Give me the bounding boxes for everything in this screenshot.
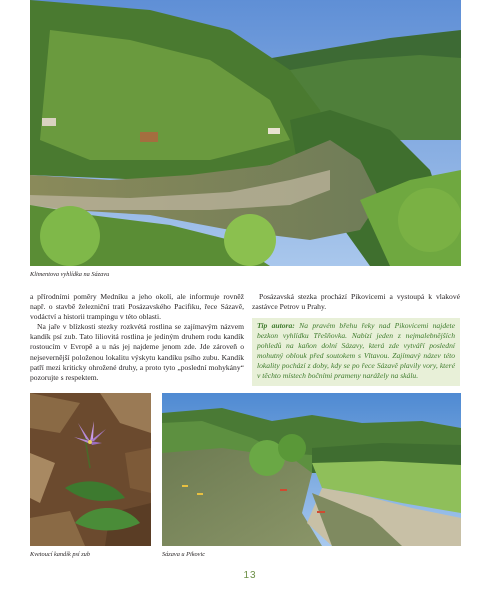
author-tip-box <box>252 318 460 386</box>
top-photo-caption: Klimentova vyhlídka na Sázavu <box>30 271 110 278</box>
right-text-column <box>252 292 460 312</box>
flower-photo-caption: Kvetoucí kandík psí zub <box>30 551 90 558</box>
right-paragraph-1: Posázavská stezka prochází Pikovicemi a vystoupá k vlakové zastávce Petrov u Prahy. <box>252 292 460 312</box>
page-number: 13 <box>243 570 257 581</box>
river-photo-caption: Sázava u Pikovic <box>162 551 206 558</box>
tip-label: Tip autora: <box>257 321 295 330</box>
left-paragraph-2: Na jaře v blízkosti stezky rozkvétá rostlina se zajímavým názvem kandík psí zub. Tato liliovitá rostlina je jediným druhem rodu kandík rostoucím v Evropě a u nás jej najdeme jenom zde. Jde zároveň o nejsevernější položenou lokalitu výskytu kandíku psího zubu. Kandík patří mezi kriticky ohrožené druhy, a proto tyto „poslední mohykány“ pozorujte s respektem. <box>30 322 244 382</box>
klimentova-vyhlidka-photo <box>30 0 461 266</box>
sazava-pikovice-photo <box>162 393 461 546</box>
kandik-flower-photo <box>30 393 151 546</box>
left-text-column <box>30 292 244 383</box>
tip-text: Na pravém břehu řeky nad Pikovicemi najdete bezkon vyhlídku Třešňovka. Nabízí jeden z nejmalebnějších pohledů na kaňon dolní Sázavy, která zde vytváří poslední mohutný oblouk před soutokem s Vltavou. Zajímavý název této lokality pochází z doby, kdy se po řece Sázavě plavily vory, které v těchto místech bočními prameny narážely na skálu. <box>257 321 455 381</box>
left-paragraph-1: a přírodními poměry Medníku a jeho okolí, ale informuje rovněž např. o stavbě železniční trati Posázavského Pacifiku, řece Sázavě, vodáctví a historii trampingu v této oblasti. <box>30 292 244 322</box>
